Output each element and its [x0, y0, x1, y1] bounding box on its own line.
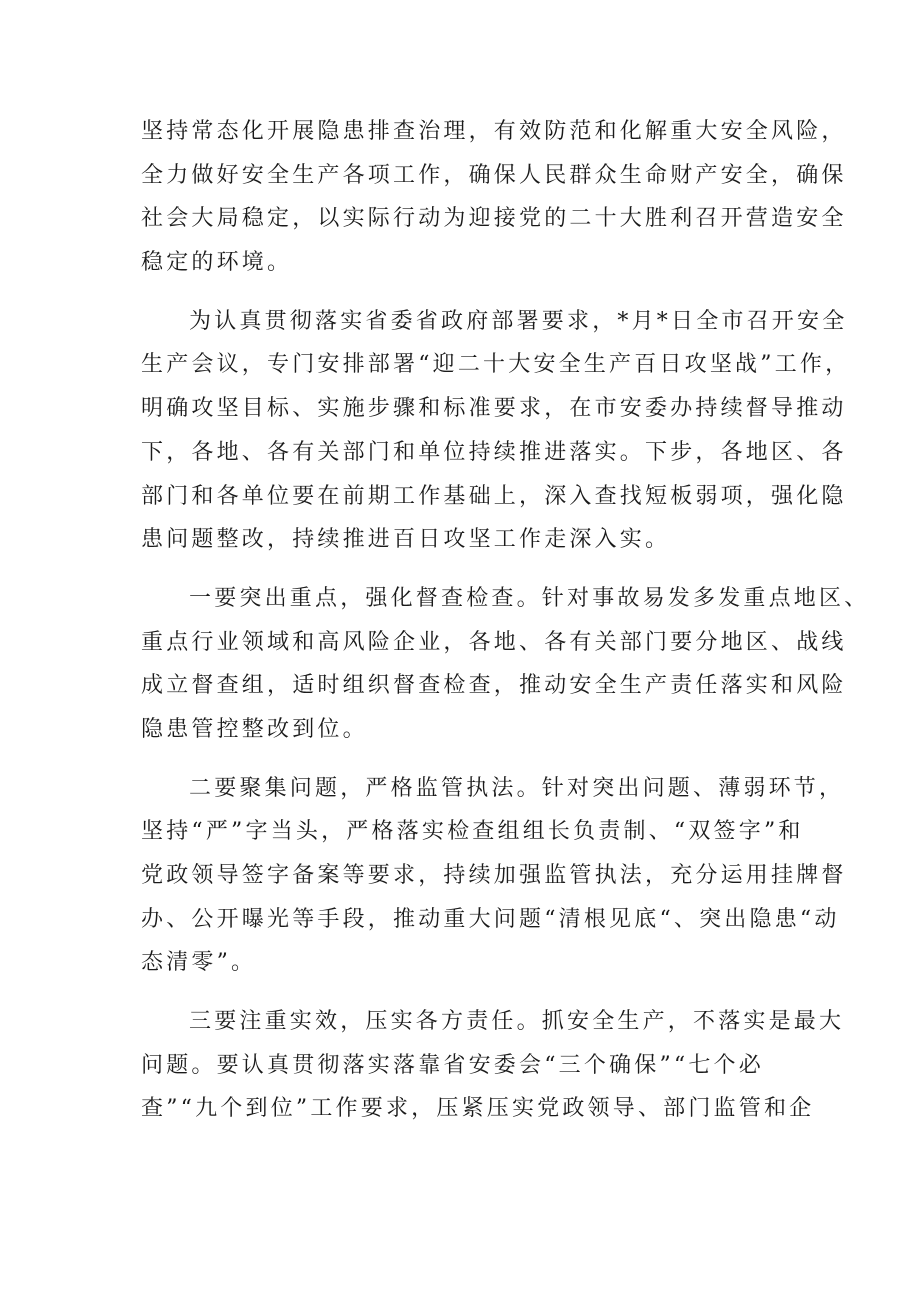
text-line: 为认真贯彻落实省委省政府部署要求，*月*日全市召开安全: [189, 308, 848, 334]
text-line: 成立督查组，适时组织督查检查，推动安全生产责任落实和风险: [141, 673, 847, 699]
text-line: 问题。要认真贯彻落实落靠省安委会“三个确保”“七个必: [141, 1052, 764, 1078]
paragraph-point-one: [141, 577, 870, 752]
paragraph-spacer: [141, 285, 791, 300]
paragraph-spacer: [141, 752, 791, 767]
text-line: 社会大局稳定，以实际行动为迎接党的二十大胜利召开营造安全: [141, 206, 847, 232]
text-line: 明确攻坚目标、实施步骤和标准要求，在市安委办持续督导推动: [141, 396, 847, 422]
text-line: 部门和各单位要在前期工作基础上，深入查找短板弱项，强化隐: [141, 483, 847, 509]
text-line: 办、公开曝光等手段，推动重大问题“清根见底“、突出隐患“动: [141, 906, 840, 932]
text-line: 稳定的环境。: [141, 250, 293, 276]
paragraph-point-two: [141, 767, 847, 985]
paragraph-point-three: [141, 1000, 845, 1131]
text-line: 重点行业领域和高风险企业，各地、各有关部门要分地区、战线: [141, 629, 847, 655]
text-line: 下，各地、各有关部门和单位持续推进落实。下步，各地区、各: [141, 439, 847, 465]
text-line: 患问题整改，持续推进百日攻坚工作走深入实。: [141, 527, 671, 553]
text-line: 坚持“严”字当头，严格落实检查组组长负责制、“双签字”和: [141, 819, 804, 845]
document-body: [141, 110, 870, 1131]
paragraph-spacer: [141, 562, 791, 577]
text-line: 一要突出重点，强化督查检查。针对事故易发多发重点地区、: [189, 585, 870, 611]
paragraph-spacer: [141, 985, 791, 1000]
text-line: 三要注重实效，压实各方责任。抓安全生产，不落实是最大: [189, 1009, 845, 1035]
paragraph-continuation: [141, 110, 847, 285]
text-line: 党政领导签字备案等要求，持续加强监管执法，充分运用挂牌督: [141, 863, 847, 888]
text-line: 坚持常态化开展隐患排查治理，有效防范和化解重大安全风险，: [141, 119, 847, 144]
paragraph-deployment: [141, 300, 851, 562]
text-line: 全力做好安全生产各项工作，确保人民群众生命财产安全，确保: [141, 162, 847, 188]
text-line: 态清零”。: [141, 950, 257, 976]
text-line: 二要聚集问题，严格监管执法。针对突出问题、薄弱环节，: [189, 775, 845, 801]
text-line: 隐患管控整改到位。: [141, 716, 368, 742]
text-line: 生产会议，专门安排部署“迎二十大安全生产百日攻坚战”工作，: [141, 352, 851, 378]
text-line: 查”“九个到位”工作要求，压紧压实党政领导、部门监管和企: [141, 1096, 815, 1122]
